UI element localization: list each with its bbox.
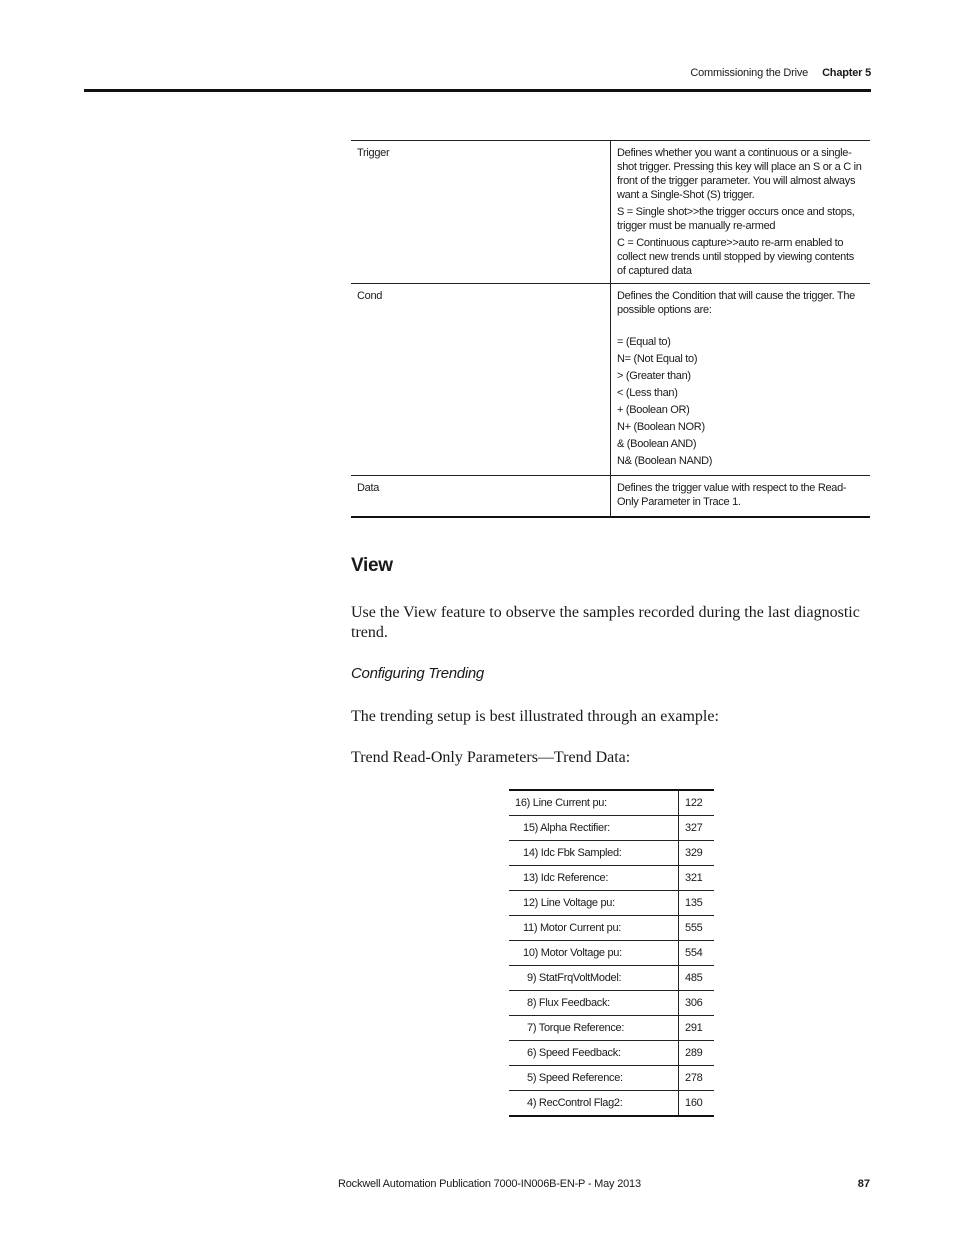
param-value: 554 (679, 941, 715, 966)
param-value: 291 (679, 1016, 715, 1041)
header-section: Commissioning the Drive (690, 67, 809, 79)
table-row (509, 1016, 714, 1041)
param-value: 306 (679, 991, 715, 1016)
section-title-view: View (351, 555, 393, 576)
desc-trigger-p1: Defines whether you want a continuous or a single-shot trigger. Pressing this key will place an S or a C in front of the trigger parameter. You will almost always want a Single-Shot (S) trigger. (617, 147, 862, 201)
param-value: 278 (679, 1066, 715, 1091)
param-name: 14) Idc Fbk Sampled: (509, 841, 679, 866)
param-value: 160 (679, 1091, 715, 1117)
param-value: 485 (679, 966, 715, 991)
cond-option: & (Boolean AND) (617, 438, 697, 450)
param-value: 321 (679, 866, 715, 891)
table-row (351, 141, 870, 284)
table-row (509, 816, 714, 841)
cond-option: = (Equal to) (617, 336, 671, 348)
cond-option: > (Greater than) (617, 370, 691, 382)
table-row (509, 891, 714, 916)
table-row (509, 790, 714, 816)
table-row (509, 941, 714, 966)
table-row (509, 841, 714, 866)
header-rule (84, 89, 871, 92)
desc-trigger (611, 141, 871, 284)
param-value: 135 (679, 891, 715, 916)
param-name: 12) Line Voltage pu: (509, 891, 679, 916)
table-row (509, 1091, 714, 1117)
param-name: 5) Speed Reference: (509, 1066, 679, 1091)
table-row (509, 966, 714, 991)
param-name: 16) Line Current pu: (509, 790, 679, 816)
running-header (690, 67, 871, 79)
param-value: 122 (679, 790, 715, 816)
desc-cond-intro: Defines the Condition that will cause the trigger. The possible options are: (617, 290, 855, 316)
view-intro: Use the View feature to observe the samples recorded during the last diagnostic trend. (351, 604, 860, 641)
desc-data-text: Defines the trigger value with respect to the Read-Only Parameter in Trace 1. (617, 482, 847, 508)
param-name: 8) Flux Feedback: (509, 991, 679, 1016)
param-name: 11) Motor Current pu: (509, 916, 679, 941)
param-name: 15) Alpha Rectifier: (509, 816, 679, 841)
subhead-configuring-trending: Configuring Trending (351, 665, 484, 682)
cond-option: + (Boolean OR) (617, 404, 690, 416)
trend-data-table (509, 789, 714, 1117)
table-row (509, 866, 714, 891)
param-value: 329 (679, 841, 715, 866)
param-value: 555 (679, 916, 715, 941)
cond-option: < (Less than) (617, 387, 678, 399)
table-row (509, 916, 714, 941)
param-value: 327 (679, 816, 715, 841)
param-name: 4) RecControl Flag2: (509, 1091, 679, 1117)
cond-option: N+ (Boolean NOR) (617, 421, 705, 433)
table-row (351, 476, 870, 518)
desc-data (611, 476, 871, 518)
table-row (509, 1066, 714, 1091)
param-name: 9) StatFrqVoltModel: (509, 966, 679, 991)
table-row (351, 284, 870, 476)
desc-trigger-p2: S = Single shot>>the trigger occurs once and stops, trigger must be manually re-armed (617, 206, 855, 232)
term-trigger: Trigger (351, 141, 611, 284)
cond-option: N& (Boolean NAND) (617, 455, 713, 467)
definition-table (351, 140, 870, 518)
page-number: 87 (857, 1178, 870, 1190)
footer-publication: Rockwell Automation Publication 7000-IN006B-EN-P - May 2013 (338, 1178, 641, 1190)
header-chapter: Chapter 5 (822, 67, 871, 79)
term-data: Data (351, 476, 611, 518)
param-name: 7) Torque Reference: (509, 1016, 679, 1041)
param-value: 289 (679, 1041, 715, 1066)
term-cond: Cond (351, 284, 611, 476)
desc-cond (611, 284, 871, 476)
table-row (509, 991, 714, 1016)
cond-option: N= (Not Equal to) (617, 353, 698, 365)
trend-label: Trend Read-Only Parameters—Trend Data: (351, 749, 631, 766)
param-name: 13) Idc Reference: (509, 866, 679, 891)
desc-trigger-p3: C = Continuous capture>>auto re-arm enabled to collect new trends until stopped by viewing contents of captured data (617, 237, 854, 277)
param-name: 6) Speed Feedback: (509, 1041, 679, 1066)
table-row (509, 1041, 714, 1066)
setup-text: The trending setup is best illustrated through an example: (351, 708, 719, 725)
param-name: 10) Motor Voltage pu: (509, 941, 679, 966)
